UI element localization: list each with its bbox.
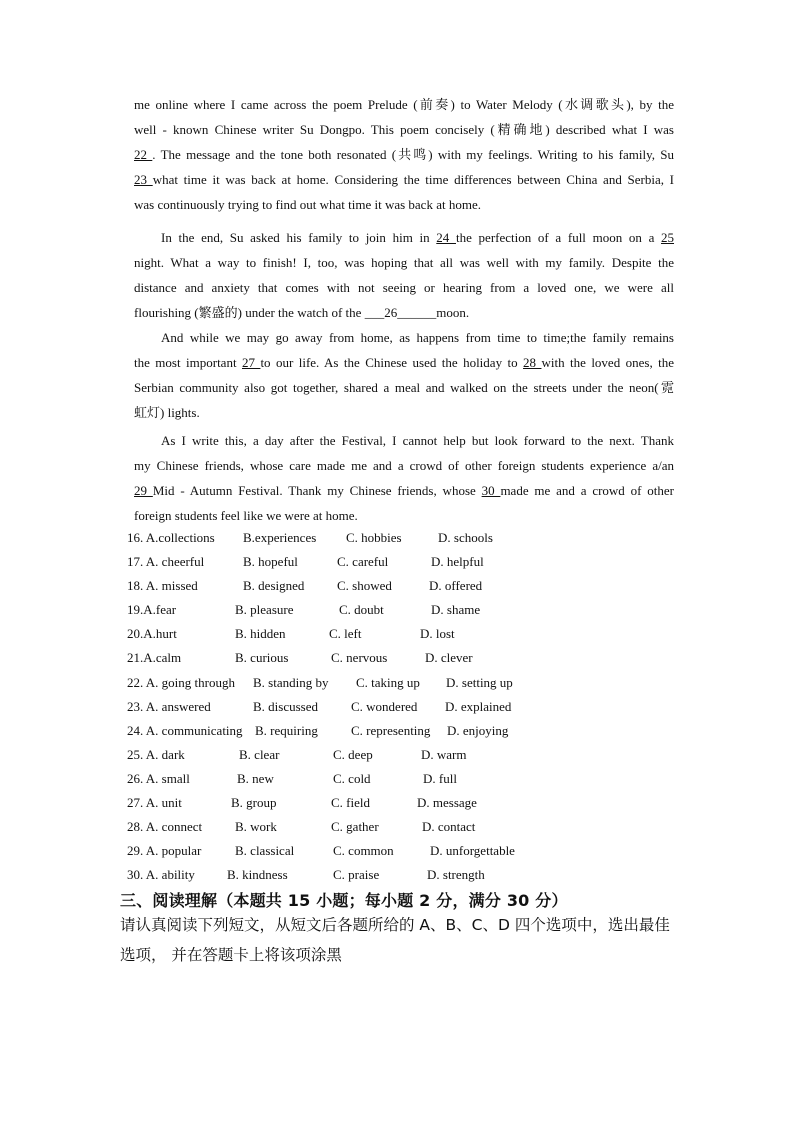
option-d: D. explained <box>445 698 512 714</box>
question-20 <box>127 622 587 646</box>
blank-number: 25 <box>661 230 675 245</box>
option-a: 22. A. going through <box>127 674 235 690</box>
option-b: B. classical <box>235 843 295 859</box>
option-c: C. cold <box>333 770 371 786</box>
option-d: D. strength <box>427 867 485 883</box>
question-19 <box>127 598 587 622</box>
option-d: D. warm <box>421 746 467 762</box>
option-d: D. enjoying <box>447 722 509 738</box>
option-c: C. careful <box>337 554 389 570</box>
passage-line <box>134 503 674 528</box>
option-c: C. hobbies <box>346 530 402 545</box>
passage-text: well - known Chinese writer Su Dongpo. This poem concisely (精确地) described what I was <box>134 122 674 137</box>
option-b: B. group <box>231 795 277 811</box>
option-a: 30. A. ability <box>127 867 195 883</box>
option-d: D. message <box>417 795 477 811</box>
passage-text: Mid - Autumn Festival. Thank my Chinese friends, whose <box>152 483 482 498</box>
passage-paragraph-3 <box>134 325 674 425</box>
option-a: 25. A. dark <box>127 746 185 762</box>
option-a: 16. A.collections <box>127 530 215 545</box>
option-a: 24. A. communicating <box>127 722 243 738</box>
section-instruction: 请认真阅读下列短文，从短文后各题所给的 A、B、C、D 四个选项中，选出最佳选项， 并在答题卡上将该项涂黑 <box>120 916 670 964</box>
option-d: D. helpful <box>431 554 484 570</box>
option-c: C. representing <box>351 722 431 738</box>
passage-line <box>134 250 674 275</box>
option-d: D. contact <box>422 819 476 835</box>
option-b: B. standing by <box>253 674 329 690</box>
option-b: B.experiences <box>243 530 317 545</box>
passage-text: the perfection of a full moon on a <box>455 230 662 245</box>
question-22 <box>127 671 587 695</box>
option-a: 21.A.calm <box>127 650 182 666</box>
blank-number: 23 <box>134 172 153 187</box>
blank-number: 30 <box>481 483 501 498</box>
passage-paragraph-1 <box>134 92 674 217</box>
option-d: D. offered <box>429 578 483 594</box>
option-b: B. designed <box>243 578 305 594</box>
option-b: B. hidden <box>235 626 286 642</box>
blank-number: 24 <box>436 230 456 245</box>
option-b: B. hopeful <box>243 554 298 570</box>
question-16 <box>127 526 587 550</box>
option-c: C. gather <box>331 819 379 835</box>
option-d: D. unforgettable <box>430 843 515 859</box>
passage-line <box>134 92 674 117</box>
passage-line <box>134 375 674 400</box>
question-29 <box>127 839 587 863</box>
option-d: D. full <box>423 770 457 786</box>
question-21 <box>127 646 587 670</box>
option-a: 27. A. unit <box>127 795 182 811</box>
passage-line <box>134 428 674 453</box>
passage-text: foreign students feel like we were at home. <box>134 508 358 523</box>
option-c: C. deep <box>333 746 373 762</box>
passage-paragraph-4 <box>134 428 674 528</box>
option-a: 20.A.hurt <box>127 626 177 642</box>
passage-text: to our life. As the Chinese used the holiday to <box>260 355 524 370</box>
option-c: C. showed <box>337 578 392 594</box>
option-b: B. new <box>237 770 274 786</box>
option-a: 26. A. small <box>127 770 190 786</box>
passage-text: the most important <box>134 355 242 370</box>
passage-text: 虹灯) lights. <box>134 405 200 420</box>
passage-text: In the end, Su asked his family to join him in <box>161 230 437 245</box>
option-d: D. shame <box>431 602 481 618</box>
option-c: C. nervous <box>331 650 388 666</box>
passage-line <box>134 225 674 250</box>
passage-line <box>134 275 674 300</box>
option-a: 18. A. missed <box>127 578 198 594</box>
answer-options-list <box>127 526 587 887</box>
option-d: D. setting up <box>446 674 513 690</box>
option-b: B. clear <box>239 746 280 762</box>
question-26 <box>127 767 587 791</box>
question-30 <box>127 863 587 887</box>
option-b: B. requiring <box>255 722 318 738</box>
option-c: C. field <box>331 795 370 811</box>
option-b: B. work <box>235 819 277 835</box>
passage-text: my Chinese friends, whose care made me and a crowd of other foreign students experience a/an <box>134 458 674 473</box>
passage-line <box>134 478 674 503</box>
passage-text: . The message and the tone both resonated (共鸣) with my feelings. Writing to his family, Su <box>152 147 675 162</box>
passage-text: with the loved ones, the <box>541 355 675 370</box>
option-a: 19.A.fear <box>127 602 177 618</box>
option-b: B. pleasure <box>235 602 294 618</box>
question-28 <box>127 815 587 839</box>
option-a: 23. A. answered <box>127 698 211 714</box>
passage-line <box>134 325 674 350</box>
question-17 <box>127 550 587 574</box>
passage-text: distance and anxiety that comes with not seeing or hearing from a loved one, we were all <box>134 280 674 295</box>
passage-line <box>134 400 674 425</box>
passage-line <box>134 167 674 192</box>
option-b: B. curious <box>235 650 289 666</box>
option-c: C. praise <box>333 867 380 883</box>
option-b: B. kindness <box>227 867 288 883</box>
option-d: D. clever <box>425 650 473 666</box>
question-27 <box>127 791 587 815</box>
question-23 <box>127 695 587 719</box>
passage-text: me online where I came across the poem Prelude (前奏) to Water Melody (水调歌头), by the <box>134 97 674 112</box>
passage-text: And while we may go away from home, as happens from time to time;the family remains <box>161 330 674 345</box>
passage-text: As I write this, a day after the Festival, I cannot help but look forward to the next. Thank <box>161 433 674 448</box>
blank-number: 27 <box>242 355 261 370</box>
option-c: C. common <box>333 843 394 859</box>
passage-text: made me and a crowd of other <box>500 483 674 498</box>
passage-line <box>134 453 674 478</box>
blank-number: 28 <box>523 355 542 370</box>
blank-number: ___26______ <box>364 305 437 320</box>
passage-text: was continuously trying to find out what time it was back at home. <box>134 197 481 212</box>
passage-line <box>134 300 674 325</box>
passage-text: flourishing (繁盛的) under the watch of the <box>134 305 365 320</box>
option-d: D. schools <box>438 530 493 545</box>
blank-number: 29 <box>134 483 153 498</box>
passage-line <box>134 192 674 217</box>
option-a: 17. A. cheerful <box>127 554 205 570</box>
option-c: C. doubt <box>339 602 384 618</box>
option-b: B. discussed <box>253 698 318 714</box>
passage-text: night. What a way to finish! I, too, was hoping that all was well with my family. Despite the <box>134 255 674 270</box>
question-24 <box>127 719 587 743</box>
passage-paragraph-2 <box>134 225 674 325</box>
passage-text: moon. <box>436 305 470 320</box>
option-c: C. wondered <box>351 698 418 714</box>
passage-line <box>134 142 674 167</box>
passage-line <box>134 117 674 142</box>
question-25 <box>127 743 587 767</box>
question-18 <box>127 574 587 598</box>
option-c: C. taking up <box>356 674 420 690</box>
section-title: 三、阅读理解（本题共 15 小题；每小题 2 分，满分 30 分） <box>120 891 568 910</box>
option-a: 29. A. popular <box>127 843 202 859</box>
option-a: 28. A. connect <box>127 819 203 835</box>
option-c: C. left <box>329 626 362 642</box>
blank-number: 22 <box>134 147 153 162</box>
passage-text: Serbian community also got together, shared a meal and walked on the streets under the neon(霓 <box>134 380 674 395</box>
passage-line <box>134 350 674 375</box>
passage-text: what time it was back at home. Considering the time differences between China and Serbia, I <box>152 172 674 187</box>
option-d: D. lost <box>420 626 455 642</box>
